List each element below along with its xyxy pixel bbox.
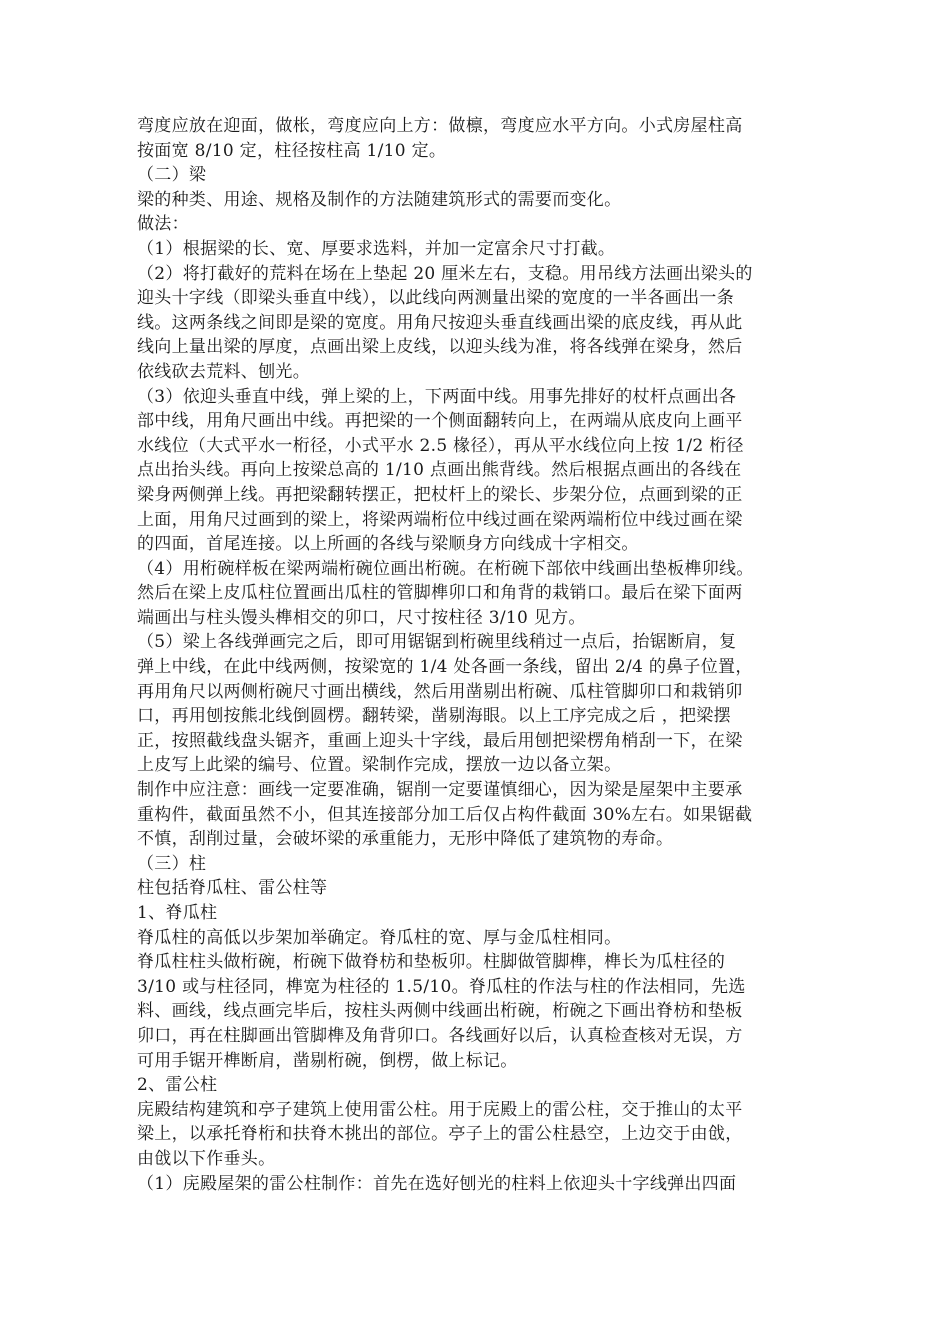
text-line: 上皮写上此梁的编号、位置。梁制作完成，摆放一边以备立架。 [137,755,622,776]
text-line: 的四面，首尾连接。以上所画的各线与梁顺身方向线成十字相交。 [137,534,639,555]
document-body [137,114,827,1196]
text-line: 线。这两条线之间即是梁的宽度。用角尺按迎头垂直线画出梁的底皮线，再从此 [137,312,743,333]
text-line: 3/10 或与柱径同，榫宽为柱径的 1.5/10。脊瓜柱的作法与柱的作法相同，先选 [137,976,746,997]
text-line: 水线位（大式平水一桁径，小式平水 2.5 椽径），再从平水线位向上按 1/2 桁径 [137,435,744,456]
text-line: 脊瓜柱柱头做桁碗，桁碗下做脊枋和垫板卯。柱脚做管脚榫，榫长为瓜柱径的 [137,952,726,973]
text-line: 口，再用刨按熊北线倒圆楞。翻转梁，凿剔海眼。以上工序完成之后 ，把梁摆 [137,706,731,727]
text-line: 部中线，用角尺画出中线。再把梁的一个侧面翻转向上，在两端从底皮向上画平 [137,411,743,432]
text-line: 梁的种类、用途、规格及制作的方法随建筑形式的需要而变化。 [137,189,622,210]
text-line: 做法： [137,214,189,235]
text-line: 线向上量出梁的厚度，点画出梁上皮线，以迎头线为准，将各线弹在梁身，然后 [137,337,743,358]
text-line: 上面，用角尺过画到的梁上，将梁两端桁位中线过画在梁两端桁位中线过画在梁 [137,509,743,530]
text-line: 依线砍去荒料、刨光。 [137,361,310,382]
text-line: 弯度应放在迎面，做枨，弯度应向上方：做檩，弯度应水平方向。小式房屋柱高 [137,116,743,136]
text-line: 柱包括脊瓜柱、雷公柱等 [137,878,328,899]
text-line: 点出抬头线。再向上按梁总高的 1/10 点画出熊背线。然后根据点画出的各线在 [137,460,742,481]
text-line: 可用手锯开榫断肩，凿剔桁碗，倒楞，做上标记。 [137,1050,518,1071]
subsection-heading: 2、雷公柱 [137,1075,218,1096]
text-line: 正，按照截线盘头锯齐，重画上迎头十字线，最后用刨把梁楞角梢刮一下，在梁 [137,730,743,751]
text-line: 脊瓜柱的高低以步架加举确定。脊瓜柱的宽、厚与金瓜柱相同。 [137,927,622,948]
text-line: 按面宽 8/10 定，柱径按柱高 1/10 定。 [137,140,447,161]
section-heading: （三）柱 [137,853,207,874]
text-line: 弹上中线，在此中线两侧，按梁宽的 1/4 处各画一条线，留出 2/4 的鼻子位置， [137,657,753,678]
text-line: 庑殿结构建筑和亭子建筑上使用雷公柱。用于庑殿上的雷公柱，交于推山的太平 [137,1099,743,1120]
text-line: 梁身两侧弹上线。再把梁翻转摆正，把杖杆上的梁长、步架分位，点画到梁的正 [137,484,743,505]
text-line: 然后在梁上皮瓜柱位置画出瓜柱的管脚榫卯口和角背的栽销口。最后在梁下面两 [137,583,743,604]
text-line: （5）梁上各线弹画完之后，即可用锯锯到桁碗里线稍过一点后，抬锯断肩，复 [137,632,737,653]
text-line: 再用角尺以两侧桁碗尺寸画出横线，然后用凿剔出桁碗、瓜柱管脚卯口和栽销卯 [137,681,743,702]
text-line: 料、画线，线点画完毕后，按柱头两侧中线画出桁碗，桁碗之下画出脊枋和垫板 [137,1001,743,1022]
text-line: （4）用桁碗样板在梁两端桁碗位画出桁碗。在桁碗下部依中线画出垫板榫卯线。 [137,558,754,579]
text-line: 卯口，再在柱脚画出管脚榫及角背卯口。各线画好以后，认真检查核对无误，方 [137,1025,743,1046]
text-line: （1）庑殿屋架的雷公柱制作：首先在选好刨光的柱料上依迎头十字线弹出四面 [137,1173,737,1194]
text-line: 梁上，以承托脊桁和扶脊木挑出的部位。亭子上的雷公柱悬空，上边交于由戗， [137,1124,743,1145]
text-line: 由戗以下作垂头。 [137,1148,276,1169]
text-line: （2）将打截好的荒料在场在上垫起 20 厘米左右，支稳。用吊线方法画出梁头的 [137,263,753,284]
section-heading: （二）梁 [137,165,207,186]
subsection-heading: 1、脊瓜柱 [137,903,218,923]
text-line: 重构件，截面虽然不小，但其连接部分加工后仅占构件截面 30%左右。如果锯截 [137,804,753,825]
text-line: 端画出与柱头馒头榫相交的卯口，尺寸按柱径 3/10 见方。 [137,607,586,628]
text-line: 制作中应注意：画线一定要准确，锯削一定要谨慎细心，因为梁是屋架中主要承 [137,780,743,801]
text-line: 迎头十字线（即梁头垂直中线），以此线向两测量出梁的宽度的一半各画出一条 [137,288,734,309]
text-line: （1）根据梁的长、宽、厚要求选料，并加一定富余尺寸打截。 [137,238,616,259]
text-line: （3）依迎头垂直中线，弹上梁的上，下两面中线。用事先排好的杖杆点画出各 [137,386,737,407]
text-line: 不慎，刮削过量，会破坏梁的承重能力，无形中降低了建筑物的寿命。 [137,829,674,850]
